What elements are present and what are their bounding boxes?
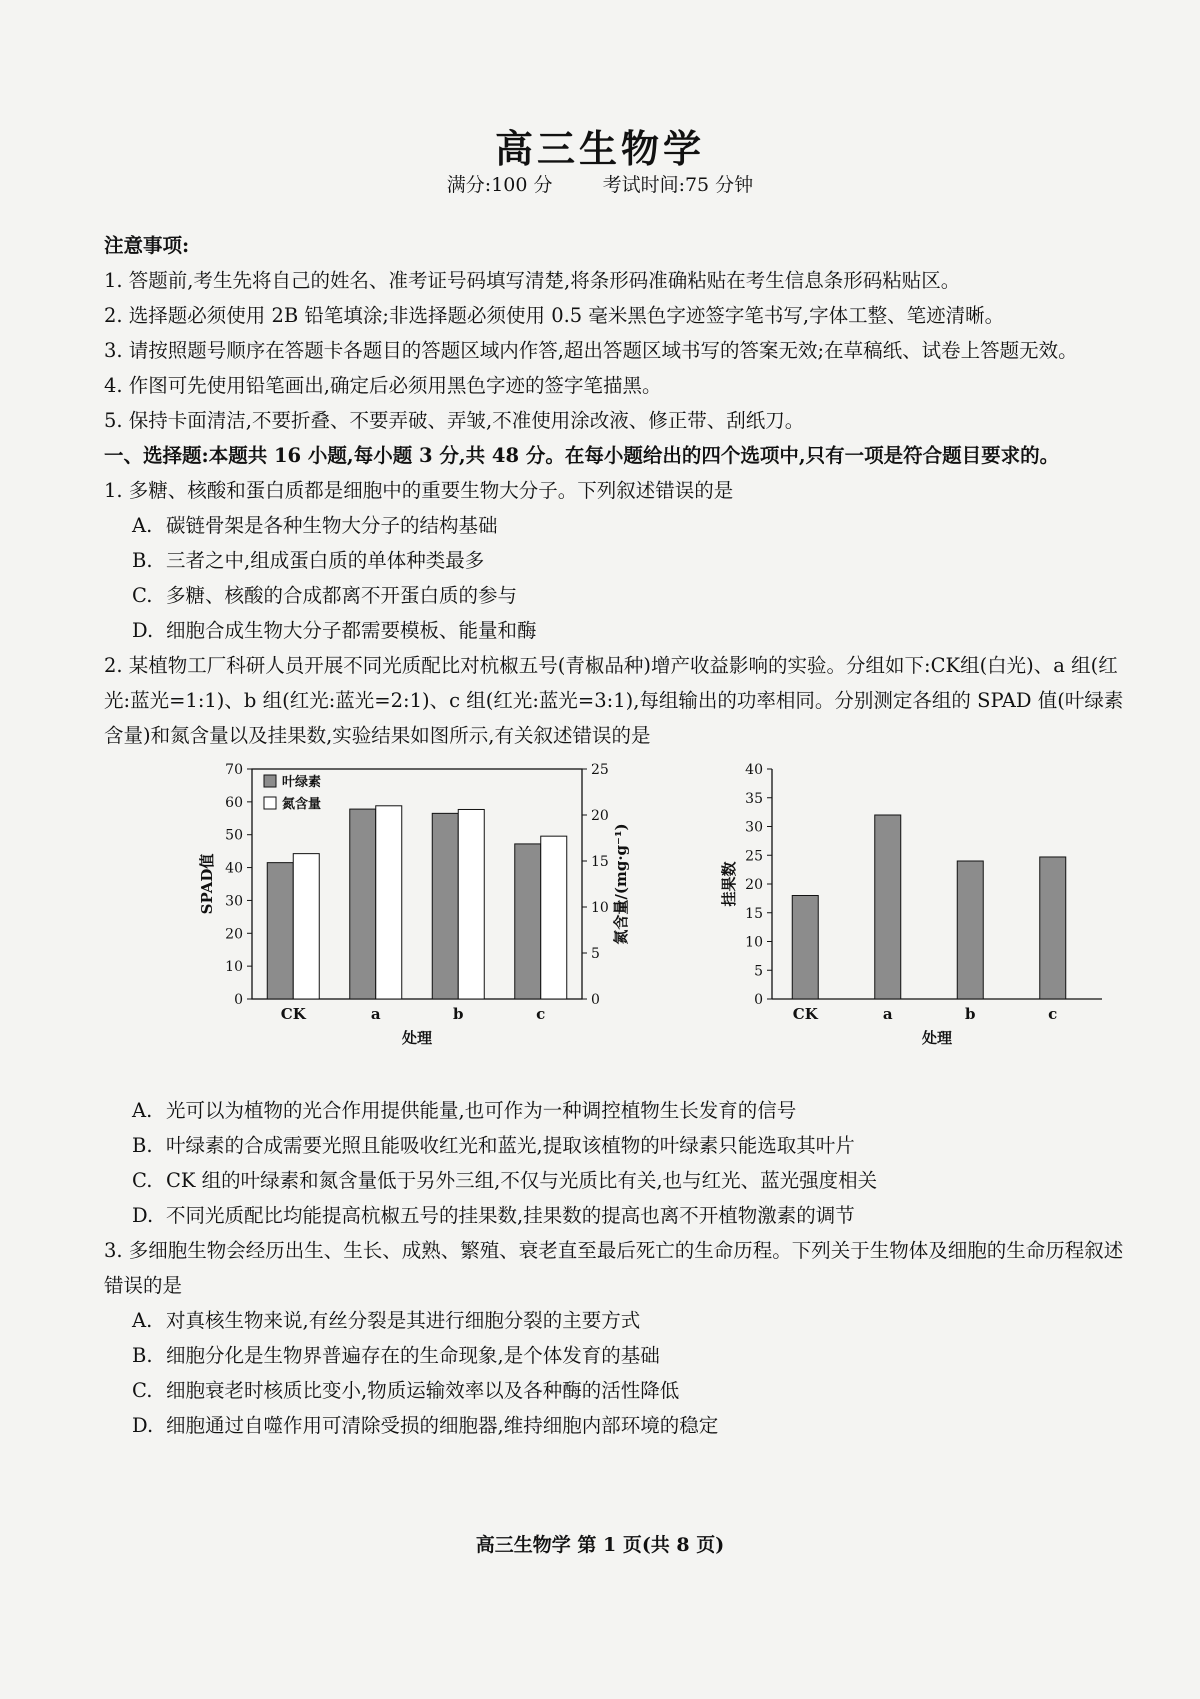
bar-fruit-count — [792, 896, 818, 1000]
y-tick-label: 40 — [225, 860, 243, 877]
x-tick-label: a — [370, 1005, 381, 1023]
notice-item: 2. 选择题必须使用 2B 铅笔填涂;非选择题必须使用 0.5 毫米黑色字迹签字笔书写,字体工整、笔迹清晰。 — [104, 304, 1005, 327]
y-tick-label: 10 — [745, 934, 763, 951]
option-text: 碳链骨架是各种生物大分子的结构基础 — [166, 514, 498, 537]
x-tick-label: c — [1048, 1005, 1058, 1023]
spad-nitrogen-chart — [152, 759, 692, 1089]
option-label: A. — [132, 1099, 153, 1122]
option-label: C. — [132, 1379, 153, 1402]
y2-tick-label: 15 — [591, 854, 609, 870]
page-footer: 高三生物学 第 1 页(共 8 页) — [475, 1534, 725, 1556]
option-d — [104, 1408, 1124, 1443]
option-label: D. — [132, 1414, 154, 1437]
x-tick-label: b — [965, 1005, 976, 1023]
legend-label: 氮含量 — [282, 797, 322, 812]
option-d — [104, 613, 1124, 648]
option-b — [104, 543, 1124, 578]
y2-tick-label: 5 — [591, 946, 600, 962]
bar-fruit-count — [957, 861, 983, 999]
notice-item: 4. 作图可先使用铅笔画出,确定后必须用黑色字迹的签字笔描黑。 — [104, 374, 662, 397]
y-tick-label: 40 — [745, 762, 763, 778]
bar-chlorophyll — [267, 863, 293, 999]
option-a — [104, 508, 1124, 543]
y-axis-label: 挂果数 — [720, 861, 738, 907]
option-c — [104, 578, 1124, 613]
option-text: 细胞衰老时核质比变小,物质运输效率以及各种酶的活性降低 — [166, 1379, 680, 1402]
bar-nitrogen — [458, 809, 484, 999]
y2-axis-label: 氮含量/(mg·g⁻¹) — [612, 823, 630, 945]
figure — [104, 759, 1124, 1089]
legend-label: 叶绿素 — [282, 775, 322, 790]
option-label: B. — [132, 549, 153, 572]
option-a — [104, 1303, 1124, 1338]
option-label: A. — [132, 514, 153, 537]
option-text: CK 组的叶绿素和氮含量低于另外三组,不仅与光质比有关,也与红光、蓝光强度相关 — [166, 1169, 878, 1192]
option-label: D. — [132, 619, 154, 642]
option-text: 细胞通过自噬作用可清除受损的细胞器,维持细胞内部环境的稳定 — [166, 1414, 719, 1437]
option-text: 多糖、核酸的合成都离不开蛋白质的参与 — [166, 584, 518, 607]
section-heading: 一、选择题:本题共 16 小题,每小题 3 分,共 48 分。在每小题给出的四个选项中,只有一项是符合题目要求的。 — [104, 444, 1060, 467]
y-tick-label: 60 — [225, 794, 243, 811]
y-tick-label: 0 — [754, 992, 763, 1008]
question-stem: 1. 多糖、核酸和蛋白质都是细胞中的重要生物大分子。下列叙述错误的是 — [104, 479, 734, 502]
y-tick-label: 0 — [234, 992, 243, 1008]
y-axis-label: SPAD值 — [198, 853, 216, 915]
y2-tick-label: 25 — [591, 762, 609, 778]
x-axis-label: 处理 — [921, 1029, 953, 1047]
option-c — [104, 1163, 1124, 1198]
option-text: 细胞合成生物大分子都需要模板、能量和酶 — [166, 619, 537, 642]
x-tick-label: c — [536, 1005, 546, 1023]
y-tick-label: 25 — [745, 848, 763, 865]
y-tick-label: 30 — [225, 893, 243, 910]
option-label: B. — [132, 1344, 153, 1367]
y-tick-label: 50 — [225, 827, 243, 844]
option-label: D. — [132, 1204, 154, 1227]
y-tick-label: 30 — [745, 819, 763, 836]
option-label: C. — [132, 584, 153, 607]
bar-fruit-count — [875, 815, 901, 999]
y-tick-label: 15 — [745, 905, 763, 922]
y-tick-label: 5 — [754, 963, 763, 980]
question-stem: 2. 某植物工厂科研人员开展不同光质配比对杭椒五号(青椒品种)增产收益影响的实验。分组如下:CK组(白光)、a 组(红光:蓝光=1:1)、b 组(红光:蓝光=2:1)、c 组(红光:蓝光=3:1),每组输出的功率相同。分别测定各组的 SPAD 值(叶绿素含量)和氮含量以及挂果数,实验结果如图所示,有关叙述错误的是 — [104, 654, 1124, 747]
x-tick-label: CK — [792, 1005, 818, 1023]
option-text: 叶绿素的合成需要光照且能吸收红光和蓝光,提取该植物的叶绿素只能选取其叶片 — [166, 1134, 855, 1157]
exam-info — [0, 170, 1200, 197]
x-tick-label: a — [882, 1005, 893, 1023]
question-stem: 3. 多细胞生物会经历出生、生长、成熟、繁殖、衰老直至最后死亡的生命历程。下列关于生物体及细胞的生命历程叙述错误的是 — [104, 1239, 1124, 1297]
option-label: A. — [132, 1309, 153, 1332]
option-text: 对真核生物来说,有丝分裂是其进行细胞分裂的主要方式 — [166, 1309, 641, 1332]
fruit-count-chart — [712, 759, 1132, 1089]
exam-content — [104, 228, 1124, 1443]
notice-item: 1. 答题前,考生先将自己的姓名、准考证号码填写清楚,将条形码准确粘贴在考生信息条形码粘贴区。 — [104, 269, 961, 292]
bar-nitrogen — [293, 854, 319, 999]
bar-fruit-count — [1040, 857, 1066, 999]
notice-item: 5. 保持卡面清洁,不要折叠、不要弄破、弄皱,不准使用涂改液、修正带、刮纸刀。 — [104, 409, 805, 432]
y-tick-label: 70 — [225, 762, 243, 778]
exam-time: 考试时间:75 分钟 — [602, 174, 754, 196]
x-tick-label: b — [453, 1005, 464, 1023]
option-a — [104, 1093, 1124, 1128]
bar-chlorophyll — [515, 844, 541, 999]
option-text: 光可以为植物的光合作用提供能量,也可作为一种调控植物生长发育的信号 — [166, 1099, 797, 1122]
option-text: 不同光质配比均能提高杭椒五号的挂果数,挂果数的提高也离不开植物激素的调节 — [166, 1204, 855, 1227]
x-tick-label: CK — [280, 1005, 306, 1023]
option-c — [104, 1373, 1124, 1408]
option-b — [104, 1128, 1124, 1163]
option-b — [104, 1338, 1124, 1373]
bar-nitrogen — [376, 806, 402, 999]
legend-swatch — [264, 797, 276, 809]
y-tick-label: 20 — [745, 877, 763, 893]
y2-tick-label: 20 — [591, 808, 609, 824]
y-tick-label: 10 — [225, 959, 243, 976]
option-d — [104, 1198, 1124, 1233]
bar-nitrogen — [541, 836, 567, 999]
notice-item: 3. 请按照题号顺序在答题卡各题目的答题区域内作答,超出答题区域书写的答案无效;在草稿纸、试卷上答题无效。 — [104, 339, 1078, 362]
exam-title: 高三生物学 — [494, 126, 705, 171]
x-axis-label: 处理 — [401, 1029, 433, 1047]
option-label: C. — [132, 1169, 153, 1192]
notice-heading: 注意事项: — [104, 234, 190, 257]
y-tick-label: 20 — [225, 926, 243, 943]
option-text: 细胞分化是生物界普遍存在的生命现象,是个体发育的基础 — [166, 1344, 660, 1367]
option-label: B. — [132, 1134, 153, 1157]
y-tick-label: 35 — [745, 790, 763, 807]
full-score: 满分:100 分 — [446, 174, 553, 196]
option-text: 三者之中,组成蛋白质的单体种类最多 — [166, 549, 485, 572]
bar-chlorophyll — [350, 809, 376, 999]
y2-tick-label: 0 — [591, 992, 600, 1008]
y2-tick-label: 10 — [591, 900, 609, 916]
legend-swatch — [264, 775, 276, 787]
bar-chlorophyll — [432, 813, 458, 999]
